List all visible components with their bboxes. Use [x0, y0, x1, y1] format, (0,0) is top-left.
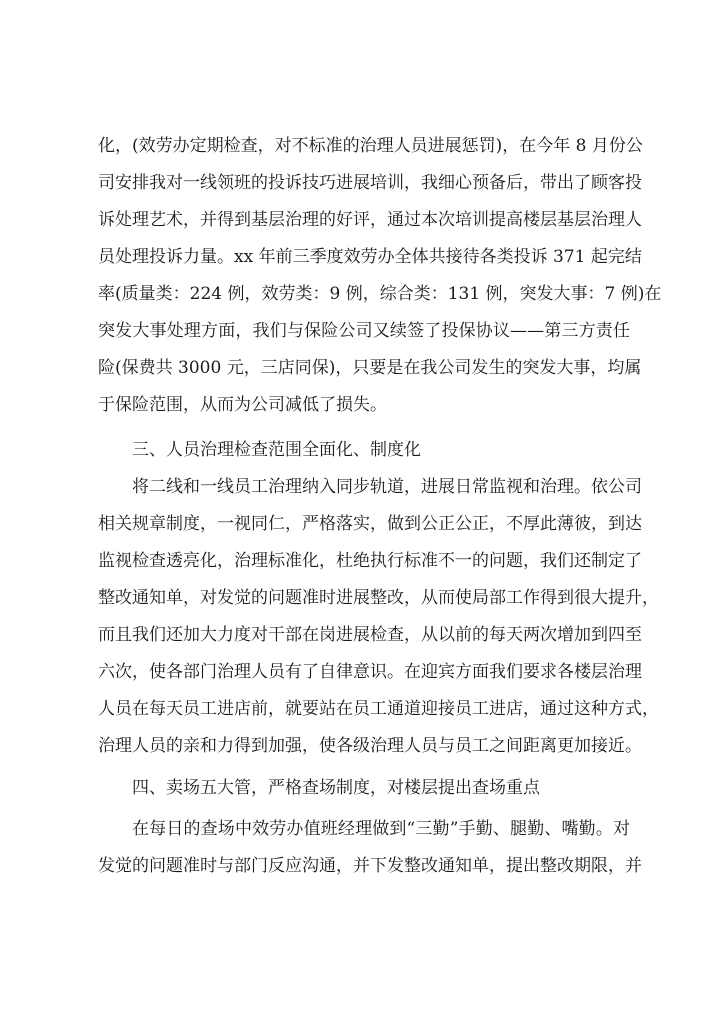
paragraph-line: 相关规章制度，一视同仁，严格落实，做到公正公正，不厚此薄彼，到达	[98, 514, 642, 534]
paragraph-line: 突发大事处理方面，我们与保险公司又续签了投保协议——第三方责任	[98, 321, 630, 341]
paragraph-line: 治理人员的亲和力得到加强，使各级治理人员与员工之间距离更加接近。	[98, 736, 642, 756]
paragraph-line: 险(保费共 3000 元，三店同保)，只要是在我公司发生的突发大事，均属	[98, 358, 642, 378]
paragraph-line: 员处理投诉力量。xx 年前三季度效劳办全体共接待各类投诉 371 起完结	[98, 247, 642, 267]
paragraph-line: 诉处理艺术，并得到基层治理的好评，通过本次培训提高楼层基层治理人	[98, 210, 642, 230]
paragraph-line: 监视检查透亮化，治理标准化，杜绝执行标准不一的问题，我们还制定了	[98, 551, 642, 571]
paragraph-line: 司安排我对一线领班的投诉技巧进展培训，我细心预备后，带出了顾客投	[98, 173, 642, 193]
paragraph-line: 发觉的问题准时与部门反应沟通，并下发整改通知单，提出整改期限，并	[98, 856, 642, 876]
paragraph-line: 将二线和一线员工治理纳入同步轨道，进展日常监视和治理。依公司	[132, 477, 642, 497]
paragraph-line: 而且我们还加大力度对干部在岗进展检查，从以前的每天两次增加到四至	[98, 625, 642, 645]
paragraph-line: 在每日的查场中效劳办值班经理做到“三勤”手勤、腿勤、嘴勤。对	[132, 819, 630, 839]
paragraph-line: 整改通知单，对发觉的问题准时进展整改，从而使局部工作得到很大提升，	[98, 588, 659, 608]
section-heading-4: 四、卖场五大管，严格查场制度，对楼层提出查场重点	[132, 778, 540, 798]
paragraph-line: 人员在每天员工进店前，就要站在员工通道迎接员工进店，通过这种方式，	[98, 699, 659, 719]
paragraph-line: 于保险范围，从而为公司减低了损失。	[98, 395, 387, 415]
paragraph-line: 率(质量类：224 例，效劳类：9 例，综合类：131 例，突发大事：7 例)在	[98, 284, 662, 304]
paragraph-line: 六次，使各部门治理人员有了自律意识。在迎宾方面我们要求各楼层治理	[98, 662, 642, 682]
section-heading-3: 三、人员治理检查范围全面化、制度化	[132, 440, 421, 460]
paragraph-line: 化，(效劳办定期检查，对不标准的治理人员进展惩罚)，在今年 8 月份公	[98, 136, 643, 156]
